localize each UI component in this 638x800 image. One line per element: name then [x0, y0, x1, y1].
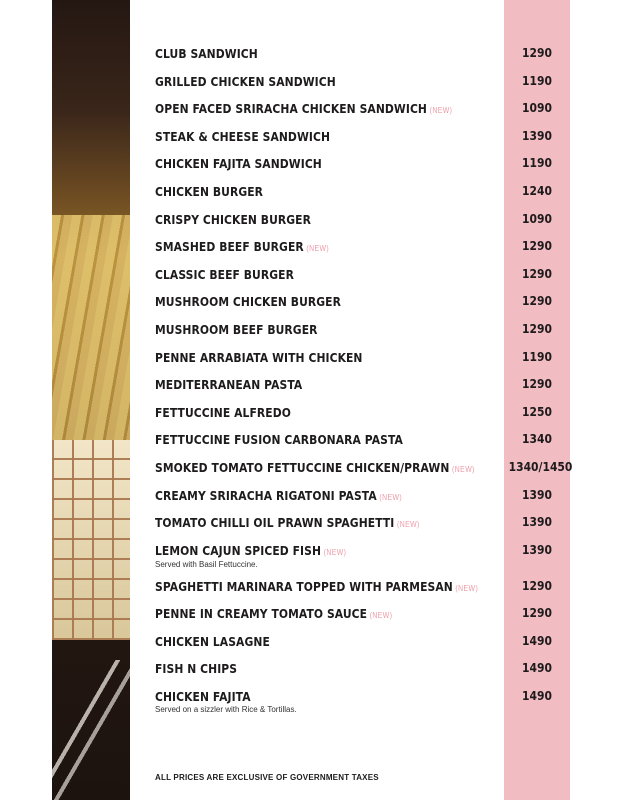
- menu-item-name-text: SMOKED TOMATO FETTUCCINE CHICKEN/PRAWN: [155, 459, 450, 475]
- menu-item: [155, 404, 573, 432]
- menu-item-name-text: CLASSIC BEEF BURGER: [155, 266, 294, 282]
- menu-item-price: 1090: [522, 210, 552, 226]
- tax-disclaimer: ALL PRICES ARE EXCLUSIVE OF GOVERNMENT TAXES: [155, 773, 379, 782]
- fries-basket-photo: [52, 0, 130, 800]
- menu-item: [155, 238, 573, 266]
- menu-item-name: [155, 579, 478, 597]
- menu-item-description: Served on a sizzler with Rice & Tortillas.: [155, 705, 297, 715]
- menu-item: [155, 376, 573, 404]
- menu-item-name: [155, 184, 263, 200]
- menu-item-name-text: STEAK & CHEESE SANDWICH: [155, 128, 331, 144]
- menu-item-name-text: FETTUCCINE FUSION CARBONARA PASTA: [155, 432, 403, 448]
- new-badge: (NEW): [396, 520, 420, 530]
- menu-item-price: 1490: [522, 688, 552, 704]
- menu-item-name: [155, 74, 336, 90]
- menu-item-price: 1290: [522, 265, 552, 281]
- menu-item-name: [155, 606, 392, 624]
- menu-item: [155, 321, 573, 349]
- menu-item-price: 1390: [522, 541, 552, 557]
- menu-item-name-text: OPEN FACED SRIRACHA CHICKEN SANDWICH: [155, 101, 428, 117]
- menu-item: [155, 73, 573, 101]
- menu-item-price: 1340: [522, 431, 552, 447]
- menu-item-name: [155, 405, 291, 421]
- menu-item-price: 1490: [522, 660, 552, 676]
- menu-item-price: 1290: [522, 293, 552, 309]
- menu-item: [155, 633, 573, 661]
- menu-item-price: 1490: [522, 632, 552, 648]
- menu-item-price: 1340/1450: [508, 458, 573, 474]
- menu-item-name-text: CHICKEN FAJITA: [155, 689, 251, 705]
- menu-item-price: 1290: [522, 376, 552, 392]
- menu-item: [155, 660, 573, 688]
- menu-item-name: [155, 634, 270, 650]
- menu-item-name: [155, 350, 363, 366]
- menu-item-name: [155, 661, 237, 677]
- menu-item-price: 1290: [522, 45, 552, 60]
- menu-item: [155, 100, 573, 128]
- menu-item-price: 1190: [522, 155, 552, 171]
- menu-item-name-text: FISH N CHIPS: [155, 661, 238, 677]
- menu-item-name-text: PENNE IN CREAMY TOMATO SAUCE: [155, 606, 368, 622]
- menu-item: [155, 431, 573, 459]
- menu-item: [155, 514, 573, 542]
- menu-item-name: [155, 129, 330, 145]
- menu-item-price: 1090: [522, 100, 552, 116]
- menu-item-price: 1290: [522, 238, 552, 254]
- menu-item-name: [155, 267, 294, 283]
- menu-item-name-text: LEMON CAJUN SPICED FISH: [155, 542, 322, 558]
- menu-item-name: [155, 294, 341, 310]
- menu-item-price: 1190: [522, 72, 552, 88]
- menu-item-name: [155, 488, 402, 506]
- menu-item-name-text: MEDITERRANEAN PASTA: [155, 377, 303, 393]
- menu-item: [155, 459, 573, 487]
- menu-item: [155, 183, 573, 211]
- menu-item-name-text: FETTUCCINE ALFREDO: [155, 404, 291, 420]
- menu-item-name: [155, 156, 322, 172]
- menu-item-price: 1290: [522, 605, 552, 621]
- menu-item: [155, 211, 573, 239]
- menu-item-name: [155, 689, 251, 705]
- menu-item-name: [155, 239, 329, 257]
- menu-item-name-text: SMASHED BEEF BURGER: [155, 239, 304, 255]
- menu-item-name: [155, 101, 452, 119]
- menu-item-name: [155, 322, 317, 338]
- menu-item: [155, 688, 573, 724]
- menu-item-name-text: CHICKEN BURGER: [155, 183, 264, 199]
- menu-item: [155, 128, 573, 156]
- menu-item-name: [155, 543, 346, 561]
- menu-item: [155, 349, 573, 377]
- menu-item-name: [155, 212, 311, 228]
- menu-item-name-text: GRILLED CHICKEN SANDWICH: [155, 73, 336, 89]
- wire-basket-image: [52, 440, 130, 640]
- menu-item-price: 1290: [522, 320, 552, 336]
- menu-item: [155, 578, 573, 606]
- menu-item-name-text: CHICKEN FAJITA SANDWICH: [155, 156, 322, 172]
- menu-item-name-text: PENNE ARRABIATA WITH CHICKEN: [155, 349, 363, 365]
- menu-item-description: Served with Basil Fettuccine.: [155, 559, 258, 569]
- new-badge: (NEW): [323, 547, 347, 557]
- menu-item: [155, 266, 573, 294]
- menu-item-name: [155, 46, 258, 62]
- menu-item-name-text: CHICKEN LASAGNE: [155, 633, 270, 649]
- menu-item-name-text: TOMATO CHILLI OIL PRAWN SPAGHETTI: [155, 515, 395, 531]
- menu-item-name: [155, 460, 475, 478]
- menu-item-name: [155, 432, 403, 448]
- menu-item: [155, 542, 573, 578]
- menu-item-name-text: MUSHROOM BEEF BURGER: [155, 321, 318, 337]
- menu-item: [155, 45, 573, 73]
- menu-item-price: 1390: [522, 486, 552, 502]
- menu-item-price: 1390: [522, 514, 552, 530]
- new-badge: (NEW): [455, 583, 479, 593]
- new-badge: (NEW): [379, 492, 403, 502]
- menu-item-price: 1290: [522, 577, 552, 593]
- fork-image: [52, 660, 130, 800]
- menu-item-price: 1250: [522, 403, 552, 419]
- menu-list: [155, 45, 573, 724]
- menu-item-name: [155, 515, 420, 533]
- menu-item-name-text: CLUB SANDWICH: [155, 46, 258, 61]
- menu-item-name-text: CREAMY SRIRACHA RIGATONI PASTA: [155, 487, 377, 503]
- menu-item-price: 1190: [522, 348, 552, 364]
- new-badge: (NEW): [429, 106, 453, 116]
- menu-item-name-text: CRISPY CHICKEN BURGER: [155, 211, 311, 227]
- menu-item-price: 1240: [522, 182, 552, 198]
- menu-item: [155, 293, 573, 321]
- new-badge: (NEW): [369, 611, 393, 621]
- menu-item-name: [155, 377, 302, 393]
- menu-item-price: 1390: [522, 127, 552, 143]
- menu-item: [155, 155, 573, 183]
- menu-item: [155, 487, 573, 515]
- new-badge: (NEW): [306, 244, 330, 254]
- new-badge: (NEW): [452, 464, 475, 474]
- fries-image: [52, 215, 130, 465]
- menu-item: [155, 605, 573, 633]
- menu-item-name-text: MUSHROOM CHICKEN BURGER: [155, 294, 341, 310]
- menu-item-name-text: SPAGHETTI MARINARA TOPPED WITH PARMESAN: [155, 578, 453, 594]
